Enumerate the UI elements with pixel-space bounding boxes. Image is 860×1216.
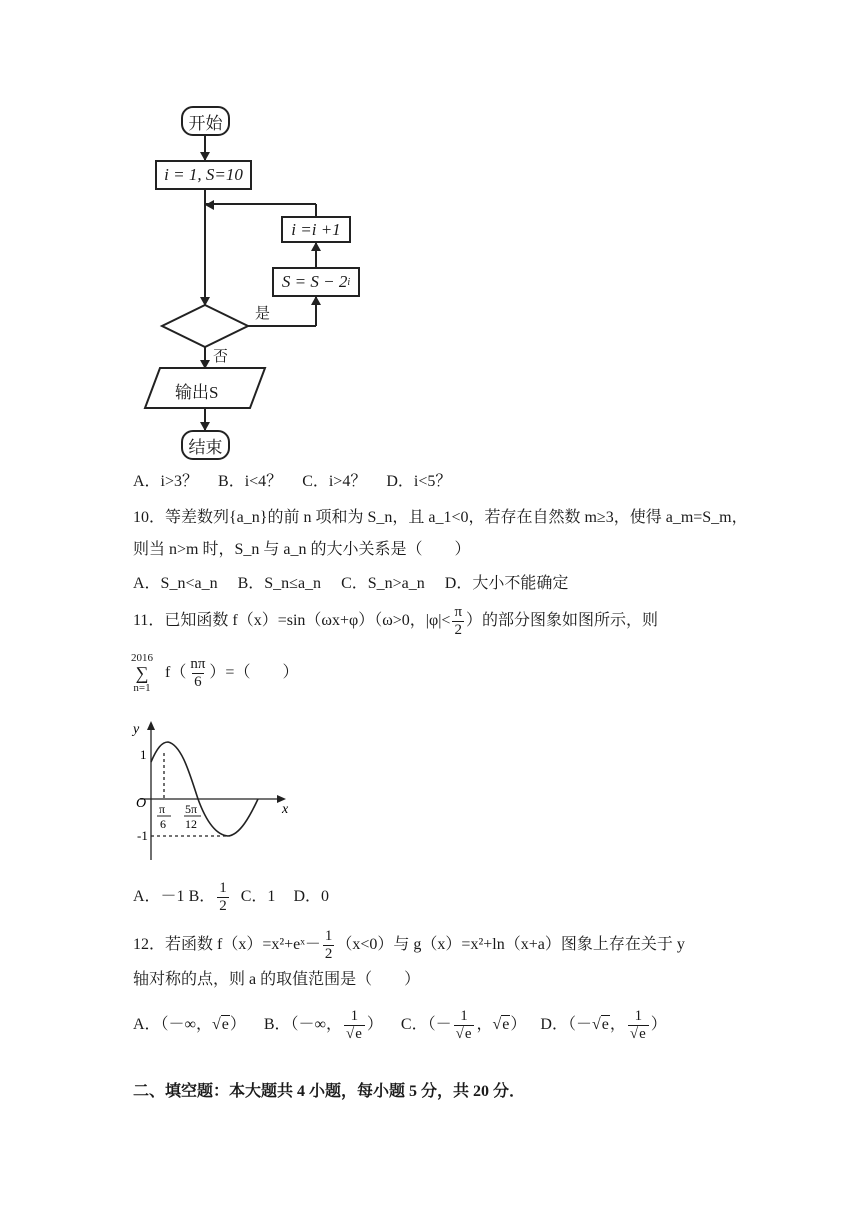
q12-opt-b-frac bbox=[344, 1008, 365, 1043]
q12-opt-d-num: 1 bbox=[634, 1008, 643, 1024]
q11-option-b: B． bbox=[188, 888, 216, 906]
q12-opt-a-pre: A．（－∞， bbox=[133, 1016, 212, 1034]
q12-opt-b-rad: e bbox=[355, 1026, 362, 1042]
q11-line1 bbox=[133, 604, 658, 639]
q11-summation bbox=[131, 652, 153, 694]
q12-line1-suffix: （x<0）与 g（x）=x²+ln（x+a）图象上存在关于 y bbox=[336, 936, 685, 954]
flowchart-start: 开始 bbox=[181, 106, 230, 136]
q12-option-c: C．（－ $\frac{1}{√e}$ ，√e） bbox=[400, 1008, 527, 1042]
q11-options bbox=[133, 880, 329, 915]
q11-graph-origin: O bbox=[136, 796, 147, 811]
q10-option-a: A．S_n<a_n bbox=[133, 575, 218, 592]
q12-opt-b-num: 1 bbox=[350, 1008, 359, 1024]
q12-opt-c-pre: C．（－ bbox=[400, 1016, 452, 1034]
q11-graph-tick1-num: π bbox=[159, 802, 166, 816]
q12-opt-c-post: ） bbox=[510, 1016, 527, 1034]
flowchart-update-text: S = S − 2 bbox=[281, 272, 348, 291]
q11-arg-frac-num: nπ bbox=[190, 655, 206, 672]
q11-graph-x-label: x bbox=[282, 802, 289, 817]
flowchart-update bbox=[272, 267, 360, 297]
q11-graph-y-label: y bbox=[133, 722, 140, 737]
q11-graph-tick2-num: 5π bbox=[185, 802, 198, 816]
q11-graph-tick2-den: 12 bbox=[185, 817, 197, 831]
q11-line2 bbox=[131, 652, 298, 694]
q12-opt-d-rad2: e bbox=[639, 1026, 646, 1042]
q11-arg-frac bbox=[188, 656, 207, 691]
q11-phi-frac-num: π bbox=[454, 604, 463, 620]
q12-opt-a-rad: e bbox=[221, 1016, 229, 1034]
q11-line2-prefix: f（ bbox=[165, 664, 187, 681]
q11-option-d: D．0 bbox=[293, 888, 329, 906]
q11-phi-bound-frac bbox=[452, 604, 464, 639]
q11-graph-y-minus-one: -1 bbox=[137, 828, 148, 843]
q12-line1 bbox=[133, 928, 685, 963]
flowchart-output: 输出S bbox=[175, 383, 219, 402]
flowchart-init: i = 1, S=10 bbox=[155, 160, 252, 190]
flowchart-update-exp: i bbox=[347, 276, 351, 288]
q11-sine-graph bbox=[130, 715, 300, 865]
q12-opt-d-den: √e bbox=[628, 1025, 649, 1043]
q12-opt-b-pre: B．（－∞， bbox=[263, 1016, 342, 1034]
q11-line1-suffix: ）的部分图象如图所示，则 bbox=[466, 612, 659, 630]
q12-line2: 轴对称的点，则 a 的取值范围是（ ） bbox=[133, 971, 421, 988]
q9-option-d: D．i<5？ bbox=[386, 473, 452, 490]
q11-option-b-den: 2 bbox=[219, 898, 227, 914]
q11-sigma-icon: ∑ bbox=[135, 663, 149, 683]
flowchart-end: 结束 bbox=[181, 430, 230, 460]
q12-opt-c-den: √e bbox=[454, 1025, 475, 1043]
q11-graph-y-one: 1 bbox=[140, 747, 147, 762]
q12-opt-c-rad2: e bbox=[502, 1016, 510, 1034]
q11-option-b-num: 1 bbox=[219, 880, 227, 896]
q11-sum-top: 2016 bbox=[131, 652, 153, 664]
q12-opt-b-den: √e bbox=[344, 1025, 365, 1043]
q9-options bbox=[133, 470, 467, 494]
q12-opt-d-rad: e bbox=[601, 1016, 609, 1034]
q9-option-b: B．i<4？ bbox=[218, 473, 283, 490]
q12-opt-c-mid: ， bbox=[476, 1016, 493, 1034]
q12-opt-c-num: 1 bbox=[460, 1008, 468, 1024]
q11-option-c: C．1 bbox=[240, 888, 276, 906]
q12-option-b bbox=[263, 1008, 383, 1042]
q10-line1: 10．等差数列{a_n}的前 n 项和为 S_n，且 a_1<0，若存在自然数 m≥3，使得 a_m=S_m， bbox=[133, 509, 748, 526]
q12-options bbox=[133, 1008, 667, 1043]
q12-option-a: A．（－∞，√e） bbox=[133, 1016, 246, 1034]
flowchart-increment: i =i +1 bbox=[281, 216, 351, 243]
q11-phi-frac-den: 2 bbox=[454, 622, 462, 638]
q10-options bbox=[133, 572, 584, 596]
q12-half-frac bbox=[323, 928, 335, 963]
q11-line2-suffix: ）=（ ） bbox=[209, 664, 299, 681]
q11-line1-prefix: 11．已知函数 f（x）=sin（ωx+φ）（ω>0，|φ|< bbox=[133, 612, 451, 630]
q12-half-den: 2 bbox=[324, 946, 333, 962]
q12-opt-b-post: ） bbox=[366, 1016, 383, 1034]
q12-opt-c-rad: e bbox=[464, 1026, 472, 1042]
q12-opt-d-pre: D．（－ bbox=[540, 1016, 592, 1034]
section2-heading: 二、填空题：本大题共 4 小题，每小题 5 分，共 20 分． bbox=[133, 1083, 526, 1100]
q10-option-d: D．大小不能确定 bbox=[444, 575, 569, 592]
q9-option-c: C．i>4？ bbox=[302, 473, 367, 490]
q9-option-a: A．i>3？ bbox=[133, 473, 199, 490]
q12-opt-d-post: ） bbox=[650, 1016, 667, 1034]
flowchart-yes-label: 是 bbox=[255, 306, 271, 322]
q12-opt-c-frac bbox=[454, 1008, 475, 1043]
q11-arg-frac-den: 6 bbox=[194, 673, 202, 690]
flowchart-no-label: 否 bbox=[213, 349, 229, 365]
q12-opt-d-mid: ， bbox=[609, 1016, 626, 1034]
q11-sum-bottom: n=1 bbox=[133, 682, 151, 694]
q12-opt-d-frac bbox=[628, 1008, 649, 1043]
q10-line2: 则当 n>m 时，S_n 与 a_n 的大小关系是（ ） bbox=[133, 541, 471, 558]
q10-option-b: B．S_n≤a_n bbox=[237, 575, 322, 592]
q10-option-c: C．S_n>a_n bbox=[341, 575, 425, 592]
q12-half-num: 1 bbox=[324, 928, 333, 944]
q12-option-d: D．（－√e， $\frac{1}{√e}$ ） bbox=[540, 1008, 667, 1042]
q12-opt-a-post: ） bbox=[229, 1016, 246, 1034]
q11-graph-tick1-den: 6 bbox=[160, 817, 166, 831]
q11-option-a: A．－1 bbox=[133, 888, 185, 906]
q12-line1-prefix: 12．若函数 f（x）=x²+eˣ－ bbox=[133, 936, 321, 954]
q11-option-b-frac bbox=[217, 880, 229, 915]
